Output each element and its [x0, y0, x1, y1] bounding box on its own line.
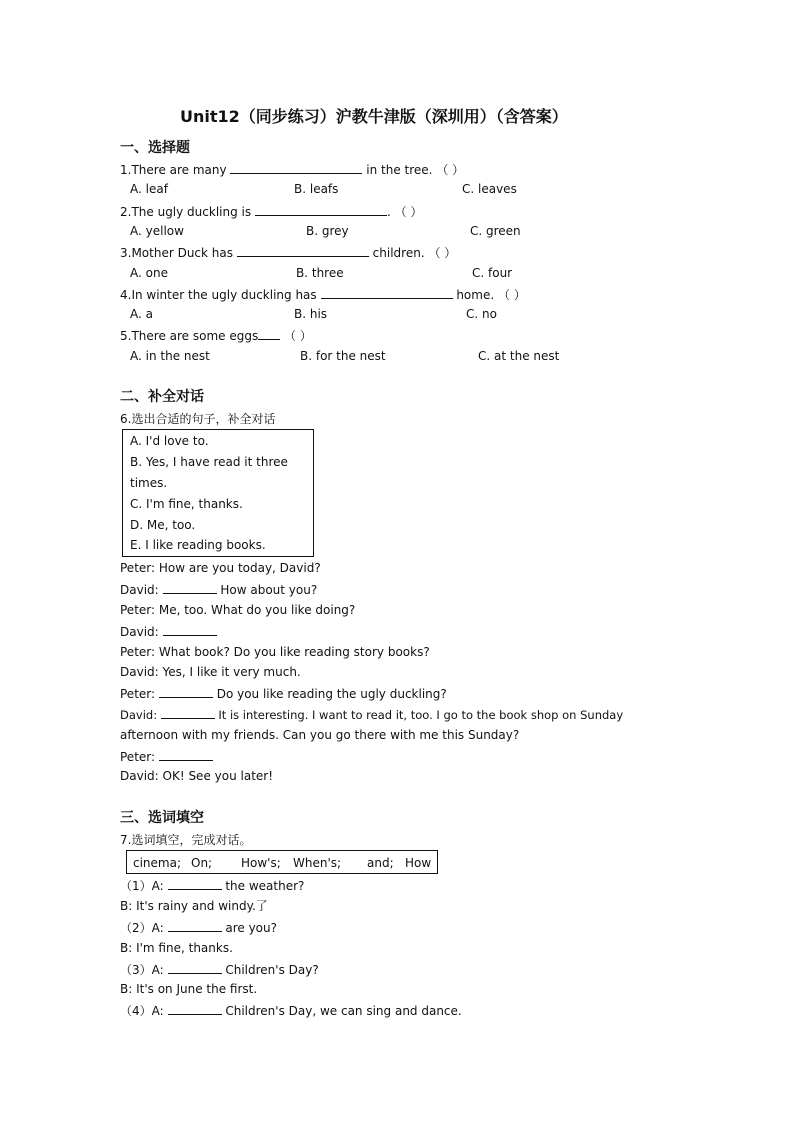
choice-item: B. Yes, I have read it three [130, 455, 288, 469]
instruction-6: 6.选出合适的句子，补全对话 [120, 412, 276, 426]
answer-blank[interactable] [159, 685, 213, 698]
word-item: cinema; [133, 856, 182, 870]
option-a: A. yellow [130, 224, 184, 238]
dialogue-line: Peter: Do you like reading the ugly duckling? [120, 687, 447, 701]
question-5: 5.There are some eggs （ ） [120, 329, 312, 343]
answer-blank[interactable] [168, 961, 222, 974]
fill-line: （3）A: Children's Day? [120, 963, 319, 977]
dialogue-line: Peter: How are you today, David? [120, 561, 321, 575]
answer-blank[interactable] [168, 1002, 222, 1015]
fill-line: （1）A: the weather? [120, 879, 305, 893]
fill-line: （2）A: are you? [120, 921, 277, 935]
option-a: A. in the nest [130, 349, 210, 363]
question-2: 2.The ugly duckling is . （ ） [120, 205, 423, 219]
question-3: 3.Mother Duck has children. （ ） [120, 246, 457, 260]
dialogue-line: David: Yes, I like it very much. [120, 665, 301, 679]
answer-blank[interactable] [230, 161, 362, 174]
answer-blank[interactable] [258, 327, 280, 340]
word-item: How [405, 856, 432, 870]
choice-item: E. I like reading books. [130, 538, 266, 552]
option-b: B. his [294, 307, 328, 321]
option-c: C. at the nest [478, 349, 560, 363]
dialogue-line: Peter: What book? Do you like reading story books? [120, 645, 430, 659]
fill-line: B: I'm fine, thanks. [120, 941, 233, 955]
section-heading-choice: 一、选择题 [120, 140, 190, 156]
page-title: Unit12（同步练习）沪教牛津版（深圳用）（含答案） [180, 107, 568, 126]
answer-blank[interactable] [168, 877, 222, 890]
dialogue-line: David: It is interesting. I want to read it, too. I go to the book shop on Sunday [120, 708, 624, 722]
answer-paren[interactable]: （ ） [284, 329, 312, 343]
instruction-7: 7.选词填空，完成对话。 [120, 833, 252, 847]
answer-paren[interactable]: （ ） [436, 163, 465, 177]
dialogue-line: David: [120, 623, 217, 640]
dialogue-line: afternoon with my friends. Can you go there with me this Sunday? [120, 728, 520, 742]
option-a: A. one [130, 266, 168, 280]
option-b: B. for the nest [300, 349, 386, 363]
option-a: A. a [130, 307, 153, 321]
choice-item: D. Me, too. [130, 518, 196, 532]
option-c: C. green [470, 224, 521, 238]
question-1: 1.There are many in the tree. （ ） [120, 163, 465, 177]
answer-blank[interactable] [255, 203, 387, 216]
word-item: On; [191, 856, 213, 870]
choice-item: A. I'd love to. [130, 434, 209, 448]
word-item: and; [367, 856, 394, 870]
option-b: B. grey [306, 224, 349, 238]
answer-blank[interactable] [237, 244, 369, 257]
fill-line: B: It's on June the first. [120, 982, 258, 996]
section-heading-dialogue: 二、补全对话 [120, 389, 204, 405]
answer-paren[interactable]: （ ） [394, 205, 423, 219]
answer-paren[interactable]: （ ） [498, 288, 526, 302]
answer-blank[interactable] [163, 581, 217, 594]
dialogue-line: David: How about you? [120, 583, 318, 597]
choices-box [122, 429, 314, 557]
answer-blank[interactable] [159, 748, 213, 761]
answer-blank[interactable] [163, 623, 217, 636]
dialogue-line: Peter: [120, 748, 213, 765]
word-item: When's; [293, 856, 342, 870]
answer-blank[interactable] [161, 706, 215, 719]
option-a: A. leaf [130, 182, 168, 196]
answer-blank[interactable] [321, 286, 453, 299]
fill-line: （4）A: Children's Day, we can sing and dance. [120, 1004, 462, 1018]
answer-blank[interactable] [168, 919, 222, 932]
option-c: C. leaves [462, 182, 517, 196]
option-c: C. four [472, 266, 513, 280]
fill-line: B: It's rainy and windy.了 [120, 899, 268, 913]
choice-item: times. [130, 476, 168, 490]
option-b: B. leafs [294, 182, 339, 196]
option-c: C. no [466, 307, 497, 321]
word-bank [126, 850, 438, 874]
dialogue-line: David: OK! See you later! [120, 769, 274, 783]
option-b: B. three [296, 266, 344, 280]
dialogue-line: Peter: Me, too. What do you like doing? [120, 603, 356, 617]
choice-item: C. I'm fine, thanks. [130, 497, 243, 511]
answer-paren[interactable]: （ ） [428, 246, 457, 260]
section-heading-fill: 三、选词填空 [120, 810, 204, 826]
word-item: How's; [241, 856, 281, 870]
question-4: 4.In winter the ugly duckling has home. （ ） [120, 288, 526, 302]
